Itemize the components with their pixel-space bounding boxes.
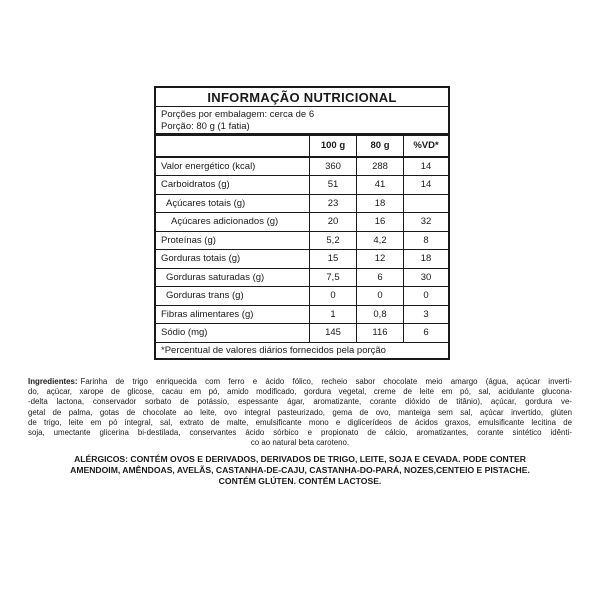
allergen-line: AMENDOIM, AMÊNDOAS, AVELÃS, CASTANHA-DE-CAJU, CASTANHA-DO-PARÁ, NOZES,CENTEIO E PISTACHE.	[70, 464, 530, 475]
value-80g: 0,8	[356, 306, 403, 324]
table-row-acucares-adicionados	[156, 213, 448, 232]
table-row-gorduras-trans	[156, 287, 448, 306]
allergen-warning	[28, 454, 572, 486]
value-100g: 0	[309, 287, 356, 305]
value-80g: 12	[356, 250, 403, 268]
ingredients-text: Farinha de trigo enriquecida com ferro e ácido fólico, recheio sabor chocolate meio amargo (água, açúcar inverti-	[80, 377, 572, 386]
value-80g: 4,2	[356, 232, 403, 250]
value-80g: 6	[356, 269, 403, 287]
value-vd: 18	[403, 250, 448, 268]
value-vd: 32	[403, 213, 448, 231]
ingredients-line: do, açúcar, xarope de glicose, cacau em pó, amido modificado, gordura vegetal, creme de leite em pó, sal, acidulante glucona-	[28, 387, 572, 397]
ingredients-paragraph	[28, 377, 572, 448]
servings-per-package: Porções por embalagem: cerca de 6	[161, 109, 315, 120]
value-100g: 1	[309, 306, 356, 324]
value-80g: 116	[356, 324, 403, 342]
value-100g: 51	[309, 176, 356, 194]
nutrient-label: Carboidratos (g)	[161, 179, 230, 190]
nutrient-label: Sódio (mg)	[161, 327, 208, 338]
ingredients-line	[28, 377, 572, 387]
value-100g: 20	[309, 213, 356, 231]
nutrient-label: Valor energético (kcal)	[161, 160, 256, 172]
table-row-acucares-totais	[156, 195, 448, 214]
ingredients-line: -delta lactona, conservador sorbato de potássio, espessante ágar, aromatizante, corante dióxido de titânio), açúcar, gordura ve-	[28, 397, 572, 407]
value-100g: 360	[309, 158, 356, 176]
value-80g: 18	[356, 195, 403, 213]
nutrient-label: Açúcares totais (g)	[166, 197, 246, 209]
column-header-80g: 80 g	[356, 136, 403, 156]
column-header-vd: %VD*	[403, 136, 448, 156]
nutrient-label: Fibras alimentares (g)	[161, 308, 254, 320]
value-80g: 41	[356, 176, 403, 194]
ingredients-line: co ao natural beta caroteno.	[250, 438, 350, 448]
ingredients-heading: Ingredientes:	[28, 377, 78, 386]
nutrient-label: Gorduras saturadas (g)	[166, 271, 265, 283]
table-row-valor-energetico	[156, 158, 448, 177]
nutrition-facts-table	[154, 86, 450, 360]
value-100g: 5,2	[309, 232, 356, 250]
value-vd	[403, 195, 448, 213]
daily-values-footnote: *Percentual de valores diários fornecidos pela porção	[161, 344, 386, 356]
portion-info	[156, 107, 448, 136]
table-title: INFORMAÇÃO NUTRICIONAL	[156, 88, 448, 107]
table-row-gorduras-totais	[156, 250, 448, 269]
value-100g: 15	[309, 250, 356, 268]
ingredients-line: soja, umectante glicerina bi-destilada, conservantes ácido sórbico e propionato de cálcio, aromatizantes, corante sintético idênti-	[28, 428, 572, 438]
allergen-line: CONTÉM GLÚTEN. CONTÉM LACTOSE.	[218, 475, 382, 486]
value-80g: 0	[356, 287, 403, 305]
value-vd: 0	[403, 287, 448, 305]
ingredients-line: de trigo, leite em pó integral, sal, extrato de malte, emulsificante mono e diglicerídeos de ácidos graxos, emulsificante lecitina de	[28, 417, 572, 427]
value-vd: 3	[403, 306, 448, 324]
column-header-row	[156, 136, 448, 158]
nutrient-label: Proteínas (g)	[161, 234, 216, 246]
ingredients-line: getal de palma, gotas de chocolate ao leite, ovo integral pasteurizado, gema de ovo, manteiga sem sal, açúcar invertido, glúten	[28, 407, 572, 417]
value-100g: 23	[309, 195, 356, 213]
table-row-carboidratos	[156, 176, 448, 195]
value-vd: 14	[403, 158, 448, 176]
allergen-line: ALÉRGICOS: CONTÉM OVOS E DERIVADOS, DERIVADOS DE TRIGO, LEITE, SOJA E CEVADA. PODE CONTER	[74, 454, 526, 464]
value-vd: 30	[403, 269, 448, 287]
table-row-gorduras-saturadas	[156, 269, 448, 288]
value-100g: 7,5	[309, 269, 356, 287]
nutrient-label: Gorduras totais (g)	[161, 253, 241, 264]
value-vd: 14	[403, 176, 448, 194]
table-row-proteinas	[156, 232, 448, 251]
value-vd: 6	[403, 324, 448, 342]
empty-header-cell	[156, 136, 309, 156]
table-row-fibras	[156, 306, 448, 325]
value-80g: 288	[356, 158, 403, 176]
nutrient-label: Açúcares adicionados (g)	[171, 216, 279, 227]
column-header-100g: 100 g	[309, 136, 356, 156]
table-row-sodio	[156, 324, 448, 343]
value-80g: 16	[356, 213, 403, 231]
nutrient-label: Gorduras trans (g)	[166, 290, 244, 301]
value-vd: 8	[403, 232, 448, 250]
portion-size: Porção: 80 g (1 fatia)	[161, 120, 250, 132]
value-100g: 145	[309, 324, 356, 342]
